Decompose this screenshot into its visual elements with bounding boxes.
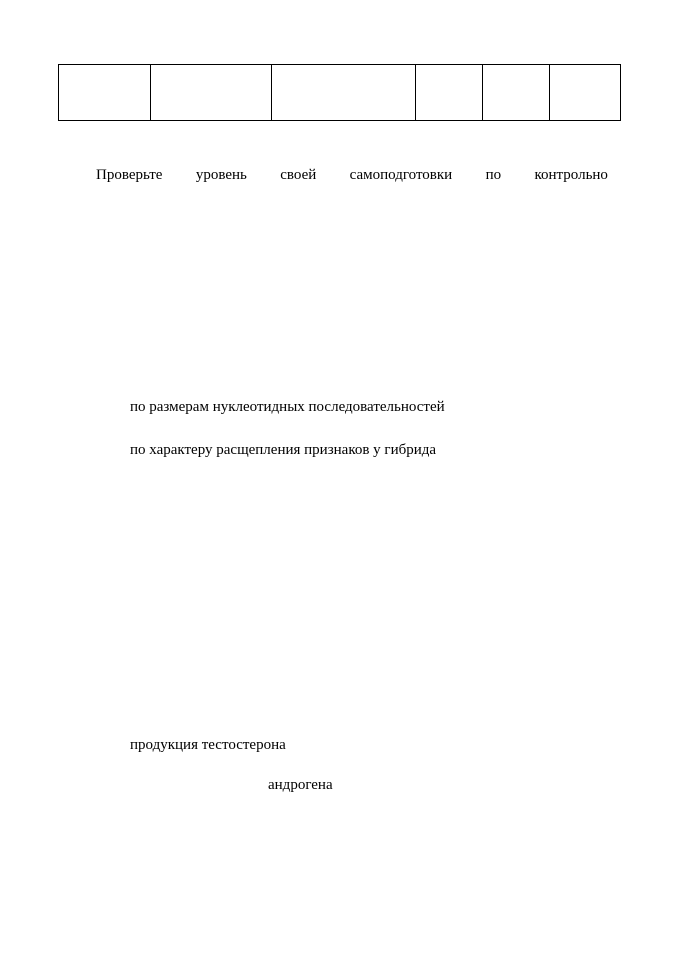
nucleotide-option-text: по размерам нуклеотидных последовательностей	[130, 399, 445, 415]
empty-table	[58, 64, 621, 121]
table-cell	[151, 65, 272, 121]
table-cell	[550, 65, 621, 121]
self-check-paragraph	[96, 166, 608, 184]
testosterone-option-text: продукция тестостерона	[130, 737, 286, 753]
table-cell	[483, 65, 550, 121]
paragraph-word: самоподготовки	[349, 167, 453, 183]
table-row	[59, 65, 621, 121]
paragraph-word: по	[485, 167, 502, 183]
paragraph-word: контрольно	[534, 167, 608, 183]
paragraph-word: Проверьте	[96, 167, 163, 183]
segregation-option-text: по характеру расщепления признаков у гибрида	[130, 442, 437, 458]
paragraph-word: своей	[280, 167, 317, 183]
table-cell	[272, 65, 416, 121]
table-cell	[416, 65, 483, 121]
paragraph-word: уровень	[195, 167, 247, 183]
table-cell	[59, 65, 151, 121]
androgen-text: андрогена	[268, 777, 333, 793]
